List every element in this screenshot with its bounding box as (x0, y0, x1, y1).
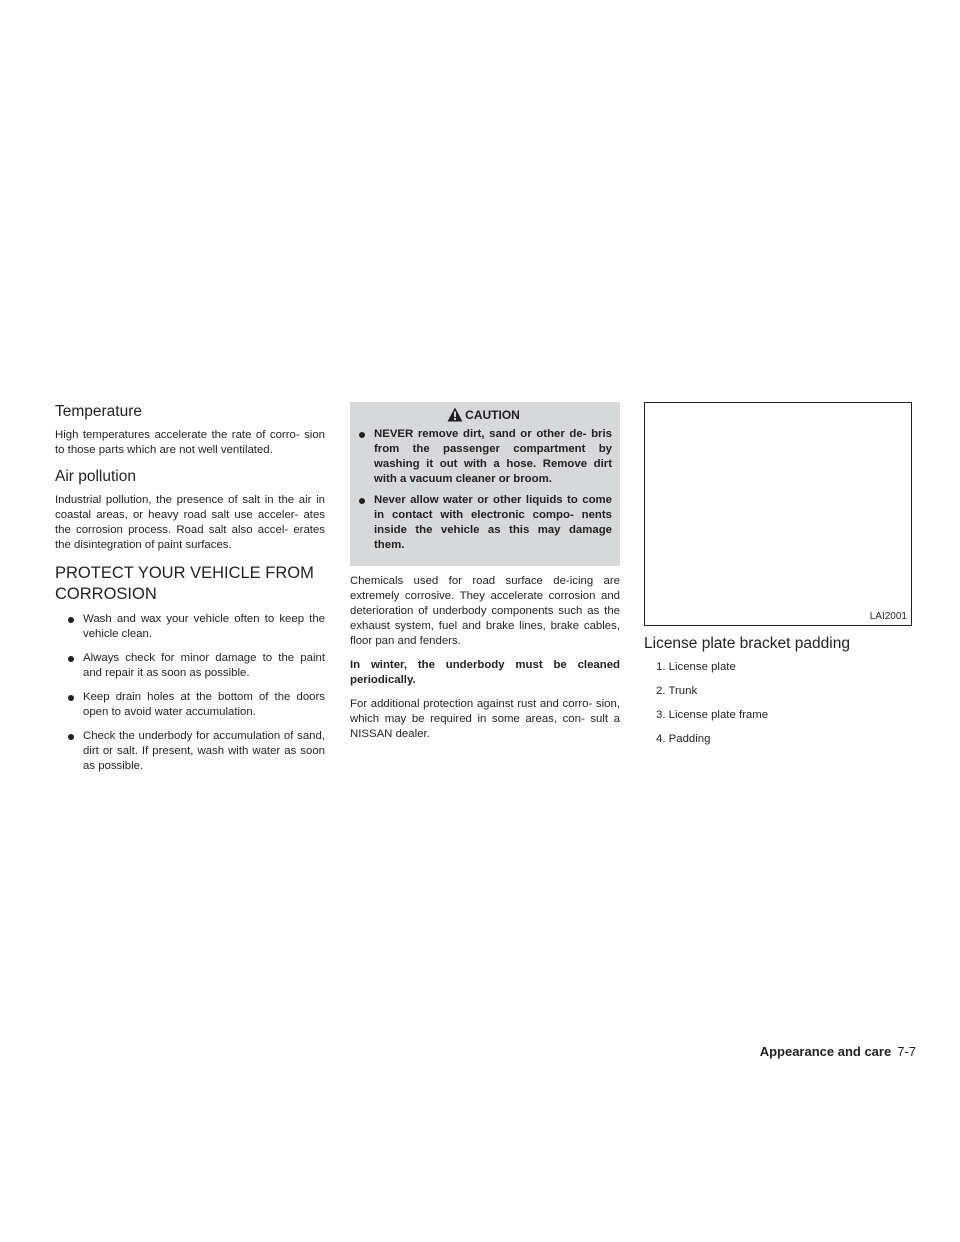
license-plate-heading: License plate bracket padding (644, 635, 850, 652)
list-item: 3. License plate frame (656, 709, 769, 721)
list-item: 2. Trunk (656, 685, 698, 697)
bullet-icon (68, 617, 74, 623)
bullet-icon (68, 734, 74, 740)
temperature-text: High temperatures accelerate the rate of corro- sion to those parts which are not well ventilated. (55, 429, 325, 456)
figure-legend-list (644, 660, 914, 747)
list-item: 4. Padding (656, 733, 711, 745)
chemicals-text: Chemicals used for road surface de-icing are extremely corrosive. They accelerate corrosion and deterioration of underbody components such as the exhaust system, fuel and brake lines, brake cables, floor pan and fenders. (350, 575, 620, 647)
left-column (55, 402, 325, 783)
middle-column (350, 402, 620, 751)
list-item: Always check for minor damage to the paint and repair it as soon as possible. (55, 651, 325, 681)
list-item: Keep drain holes at the bottom of the doors open to avoid water accumulation. (55, 690, 325, 720)
license-plate-figure (644, 402, 912, 626)
list-item: 1. License plate (656, 661, 736, 673)
bullet-icon (68, 695, 74, 701)
caution-box (350, 402, 620, 566)
bullet-icon (68, 656, 74, 662)
bullet-icon (359, 498, 365, 504)
air-pollution-text: Industrial pollution, the presence of salt in the air in coastal areas, or heavy road salt use acceler- ates the corrosion process. Road salt also accel- erates the disintegration of paint surfaces. (55, 494, 325, 551)
caution-title: CAUTION (465, 408, 520, 422)
protect-list (55, 612, 325, 774)
figure-code: LAI2001 (869, 611, 907, 622)
page-footer (760, 1044, 916, 1060)
right-column (644, 402, 914, 756)
chapter-title: Appearance and care (759, 1044, 892, 1059)
protect-heading-line2: CORROSION (55, 585, 157, 603)
warning-triangle-icon (447, 407, 463, 422)
list-item: Check the underbody for accumulation of sand, dirt or salt. If present, wash with water as soon as possible. (55, 729, 325, 774)
temperature-heading: Temperature (55, 403, 143, 420)
bullet-icon (359, 432, 365, 438)
page-number: 7-7 (897, 1044, 916, 1059)
protect-heading (55, 563, 325, 605)
caution-list (355, 427, 612, 553)
caution-header (355, 407, 612, 423)
list-item: Never allow water or other liquids to come in contact with electronic compo- nents inside the vehicle as this may damage them. (355, 493, 612, 553)
additional-protection-text: For additional protection against rust and corro- sion, which may be required in some areas, con- sult a NISSAN dealer. (350, 698, 620, 740)
protect-heading-line1: PROTECT YOUR VEHICLE FROM (55, 564, 314, 582)
air-pollution-heading: Air pollution (55, 468, 136, 485)
list-item: Wash and wax your vehicle often to keep the vehicle clean. (55, 612, 325, 642)
winter-text: In winter, the underbody must be cleaned periodically. (350, 659, 620, 686)
list-item: NEVER remove dirt, sand or other de- bris from the passenger compartment by washing it out with a hose. Remove dirt with a vacuum cleaner or broom. (355, 427, 612, 487)
